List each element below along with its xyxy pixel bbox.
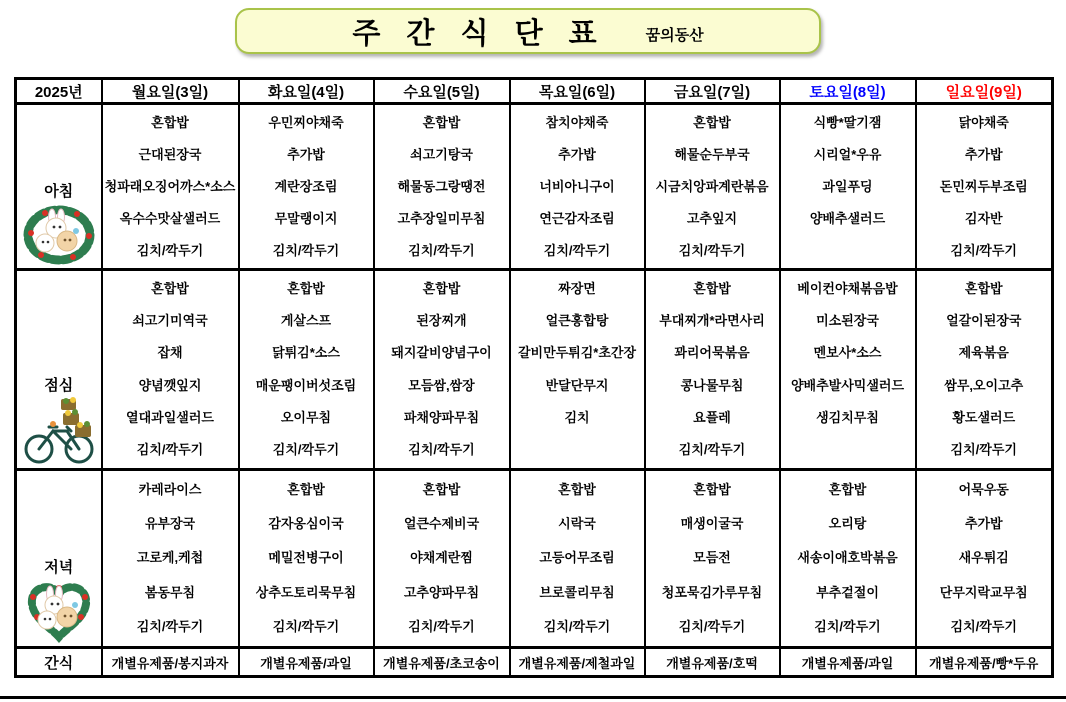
menu-item: 고추양파무침 (403, 584, 480, 600)
menu-item: 반달단무지 (545, 377, 609, 393)
menu-item: 옥수수맛살샐러드 (119, 210, 221, 226)
menu-item: 추가밥 (287, 146, 325, 162)
menu-item: 김치/깍두기 (678, 619, 746, 635)
menu-cell (510, 470, 645, 648)
menu-item: 혼합밥 (693, 280, 731, 296)
menu-item: 양배추샐러드 (809, 210, 886, 226)
day-header-cell: 화요일(4일) (239, 79, 374, 104)
menu-item: 짜장면 (558, 280, 596, 296)
snack-cell (645, 648, 780, 677)
menu-item: 모듬전 (693, 550, 731, 566)
bottom-border-line (0, 696, 1066, 699)
menu-item: 얼큰홍합탕 (545, 312, 609, 328)
snack-item: 개별유제품/과일 (260, 655, 352, 671)
menu-item: 김치/깍두기 (408, 619, 475, 635)
page-title: 주 간 식 단 표 (352, 17, 606, 50)
menu-item: 추가밥 (558, 146, 596, 162)
day-header-cell: 금요일(7일) (645, 79, 780, 104)
snack-item: 개별유제품/호떡 (666, 655, 758, 671)
menu-item: 고추장일미무침 (397, 210, 486, 226)
menu-item: 메밀전병구이 (268, 550, 344, 566)
menu-item: 혼합밥 (558, 481, 596, 497)
menu-item: 김치/깍두기 (272, 242, 340, 258)
snack-item: 개별유제품/제철과일 (518, 655, 636, 671)
menu-cell (780, 270, 916, 470)
menu-item: 고추잎지 (686, 210, 738, 226)
meal-label-cell (16, 270, 102, 470)
menu-cell (916, 470, 1053, 648)
day-header-cell: 수요일(5일) (374, 79, 510, 104)
menu-item: 생김치무침 (816, 409, 879, 425)
meal-row-label: 저녁 (44, 559, 74, 576)
menu-item: 봄동무침 (144, 584, 196, 600)
menu-item: 오이무침 (280, 409, 332, 425)
menu-item: 열대과일샐러드 (126, 409, 214, 425)
menu-item: 요플레 (693, 409, 731, 425)
menu-item: 부대찌개*라면사리 (659, 312, 765, 328)
menu-item: 감자옹심이국 (268, 516, 344, 532)
snack-cell (239, 648, 374, 677)
menu-cell (239, 470, 374, 648)
meal-row (16, 104, 1053, 270)
menu-cell (102, 470, 239, 648)
menu-item: 김치/깍두기 (408, 242, 475, 258)
day-header-cell: 월요일(3일) (102, 79, 239, 104)
heart-wreath-rabbits-icon (21, 579, 97, 643)
menu-cell (645, 270, 780, 470)
menu-item: 식빵*딸기잼 (813, 114, 882, 130)
menu-item: 추가밥 (964, 516, 1003, 532)
menu-item: 김치/깍두기 (408, 442, 475, 458)
menu-item: 새송이애호박볶음 (797, 550, 898, 566)
menu-item: 혼합밥 (964, 280, 1003, 296)
day-header-cell: 목요일(6일) (510, 79, 645, 104)
meal-row-label: 아침 (44, 183, 74, 200)
snack-item: 개별유제품/봉지과자 (111, 655, 229, 671)
menu-item: 혼합밥 (422, 114, 461, 130)
menu-item: 유부장국 (144, 516, 196, 532)
menu-item: 우민찌야채죽 (268, 114, 344, 130)
menu-cell (374, 104, 510, 270)
menu-item: 돈민찌두부조림 (939, 178, 1028, 194)
menu-item: 김치/깍두기 (678, 242, 746, 258)
menu-cell (510, 104, 645, 270)
menu-item: 단무지락교무침 (939, 584, 1028, 600)
menu-item: 혼합밥 (693, 114, 731, 130)
menu-item: 시금치앙파계란볶음 (655, 178, 769, 194)
day-header-cell: 토요일(8일) (780, 79, 916, 104)
menu-item: 콩나물무침 (680, 377, 744, 393)
menu-item: 김치/깍두기 (950, 242, 1017, 258)
menu-item: 어묵우동 (958, 481, 1009, 497)
menu-item: 혼합밥 (422, 481, 461, 497)
menu-item: 모듬쌈,쌈장 (408, 377, 475, 393)
menu-item: 게살스프 (280, 312, 332, 328)
menu-item: 김치/깍두기 (543, 619, 611, 635)
snack-cell (780, 648, 916, 677)
menu-item: 청파래오징어까스*소스 (104, 178, 236, 194)
menu-item: 브로콜리무침 (539, 584, 615, 600)
menu-item: 청포묵김가루무침 (661, 584, 763, 600)
menu-item: 혼합밥 (287, 481, 325, 497)
menu-item: 근대된장국 (138, 146, 202, 162)
table-head (16, 79, 1053, 104)
menu-item: 얼갈이된장국 (946, 312, 1022, 328)
menu-item: 베이컨야채볶음밥 (797, 280, 898, 296)
menu-item: 매운팽이버섯조림 (255, 377, 357, 393)
menu-item: 미소된장국 (816, 312, 879, 328)
menu-item: 닭야채죽 (958, 114, 1009, 130)
menu-item: 김치/깍두기 (136, 242, 204, 258)
menu-item: 상추도토리묵무침 (255, 584, 357, 600)
menu-item: 쌈무,오이고추 (944, 377, 1024, 393)
menu-item: 고등어무조림 (539, 550, 615, 566)
meal-label-cell (16, 470, 102, 648)
menu-cell (780, 104, 916, 270)
menu-item: 김치/깍두기 (950, 619, 1017, 635)
menu-item: 오리탕 (828, 516, 867, 532)
menu-item: 무말랭이지 (274, 210, 338, 226)
meal-row-label: 점심 (44, 377, 74, 394)
title-box (235, 8, 821, 54)
menu-item: 양념깻잎지 (138, 377, 202, 393)
wreath-rabbits-icon (21, 203, 97, 265)
menu-item: 잡채 (157, 345, 183, 361)
menu-cell (239, 104, 374, 270)
snack-item: 개별유제품/초코송이 (383, 655, 500, 671)
menu-cell (916, 104, 1053, 270)
meal-row (16, 648, 1053, 677)
menu-item: 시락국 (558, 516, 596, 532)
snack-cell (916, 648, 1053, 677)
menu-item: 연근감자조림 (539, 210, 615, 226)
menu-item: 황도샐러드 (952, 409, 1016, 425)
menu-item: 얼큰수제비국 (403, 516, 480, 532)
menu-cell (374, 470, 510, 648)
menu-item: 카레라이스 (138, 481, 202, 497)
menu-item: 닭튀김*소스 (272, 345, 340, 361)
menu-item: 혼합밥 (287, 280, 325, 296)
menu-cell (645, 470, 780, 648)
menu-item: 김치/깍두기 (950, 442, 1017, 458)
menu-item: 김치/깍두기 (136, 442, 204, 458)
menu-cell (916, 270, 1053, 470)
menu-item: 김치/깍두기 (543, 242, 611, 258)
menu-item: 김치/깍두기 (814, 619, 881, 635)
menu-cell (510, 270, 645, 470)
menu-item: 시리얼*우유 (813, 146, 882, 162)
day-header-cell: 일요일(9일) (916, 79, 1053, 104)
menu-item: 고로케,케첩 (136, 550, 204, 566)
menu-item: 혼합밥 (828, 481, 867, 497)
table-body (16, 104, 1053, 677)
menu-item: 추가밥 (964, 146, 1003, 162)
menu-cell (239, 270, 374, 470)
menu-item: 너비아니구이 (539, 178, 615, 194)
menu-item: 갈비만두튀김*초간장 (517, 345, 637, 361)
menu-item: 해물순두부국 (674, 146, 750, 162)
snack-item: 개별유제품/빵*두유 (929, 655, 1039, 671)
flower-bicycle-icon (19, 397, 99, 465)
snack-item: 개별유제품/과일 (801, 655, 894, 671)
menu-item: 꽈리어묵볶음 (674, 345, 750, 361)
menu-item: 매생이굴국 (680, 516, 744, 532)
org-name: 꿈의동산 (645, 26, 704, 44)
menu-cell (374, 270, 510, 470)
menu-item: 파채양파무침 (403, 409, 480, 425)
menu-item: 양배추발사믹샐러드 (790, 377, 905, 393)
menu-cell (780, 470, 916, 648)
menu-item: 김치/깍두기 (136, 619, 204, 635)
snack-cell (102, 648, 239, 677)
menu-cell (102, 104, 239, 270)
menu-item: 혼합밥 (151, 114, 189, 130)
header-row (16, 79, 1053, 104)
menu-item: 김치/깍두기 (272, 619, 340, 635)
menu-item: 참치야채죽 (545, 114, 609, 130)
menu-item: 야채계란찜 (410, 550, 473, 566)
menu-item: 쇠고기탕국 (410, 146, 473, 162)
snack-label-cell: 간식 (16, 648, 102, 677)
snack-cell (510, 648, 645, 677)
meal-label-cell (16, 104, 102, 270)
year-header-cell: 2025년 (16, 79, 102, 104)
menu-item: 계란장조림 (274, 178, 338, 194)
meal-row (16, 470, 1053, 648)
menu-item: 김치/깍두기 (678, 442, 746, 458)
menu-item: 혼합밥 (693, 481, 731, 497)
menu-item: 과일푸딩 (822, 178, 873, 194)
weekly-menu-table (14, 77, 1054, 678)
menu-item: 멘보사*소스 (813, 345, 882, 361)
snack-cell (374, 648, 510, 677)
menu-cell (645, 104, 780, 270)
menu-item: 새우튀김 (958, 550, 1009, 566)
menu-item: 해물동그랑땡전 (397, 178, 486, 194)
menu-item: 혼합밥 (151, 280, 189, 296)
menu-cell (102, 270, 239, 470)
menu-item: 김치 (564, 409, 590, 425)
menu-item: 혼합밥 (422, 280, 461, 296)
meal-row (16, 270, 1053, 470)
menu-item: 쇠고기미역국 (132, 312, 208, 328)
menu-item: 부추겉절이 (816, 584, 879, 600)
menu-item: 김자반 (964, 210, 1003, 226)
menu-item: 된장찌개 (416, 312, 467, 328)
menu-item: 제육볶음 (958, 345, 1009, 361)
menu-item: 김치/깍두기 (272, 442, 340, 458)
menu-item: 돼지갈비양념구이 (391, 345, 492, 361)
